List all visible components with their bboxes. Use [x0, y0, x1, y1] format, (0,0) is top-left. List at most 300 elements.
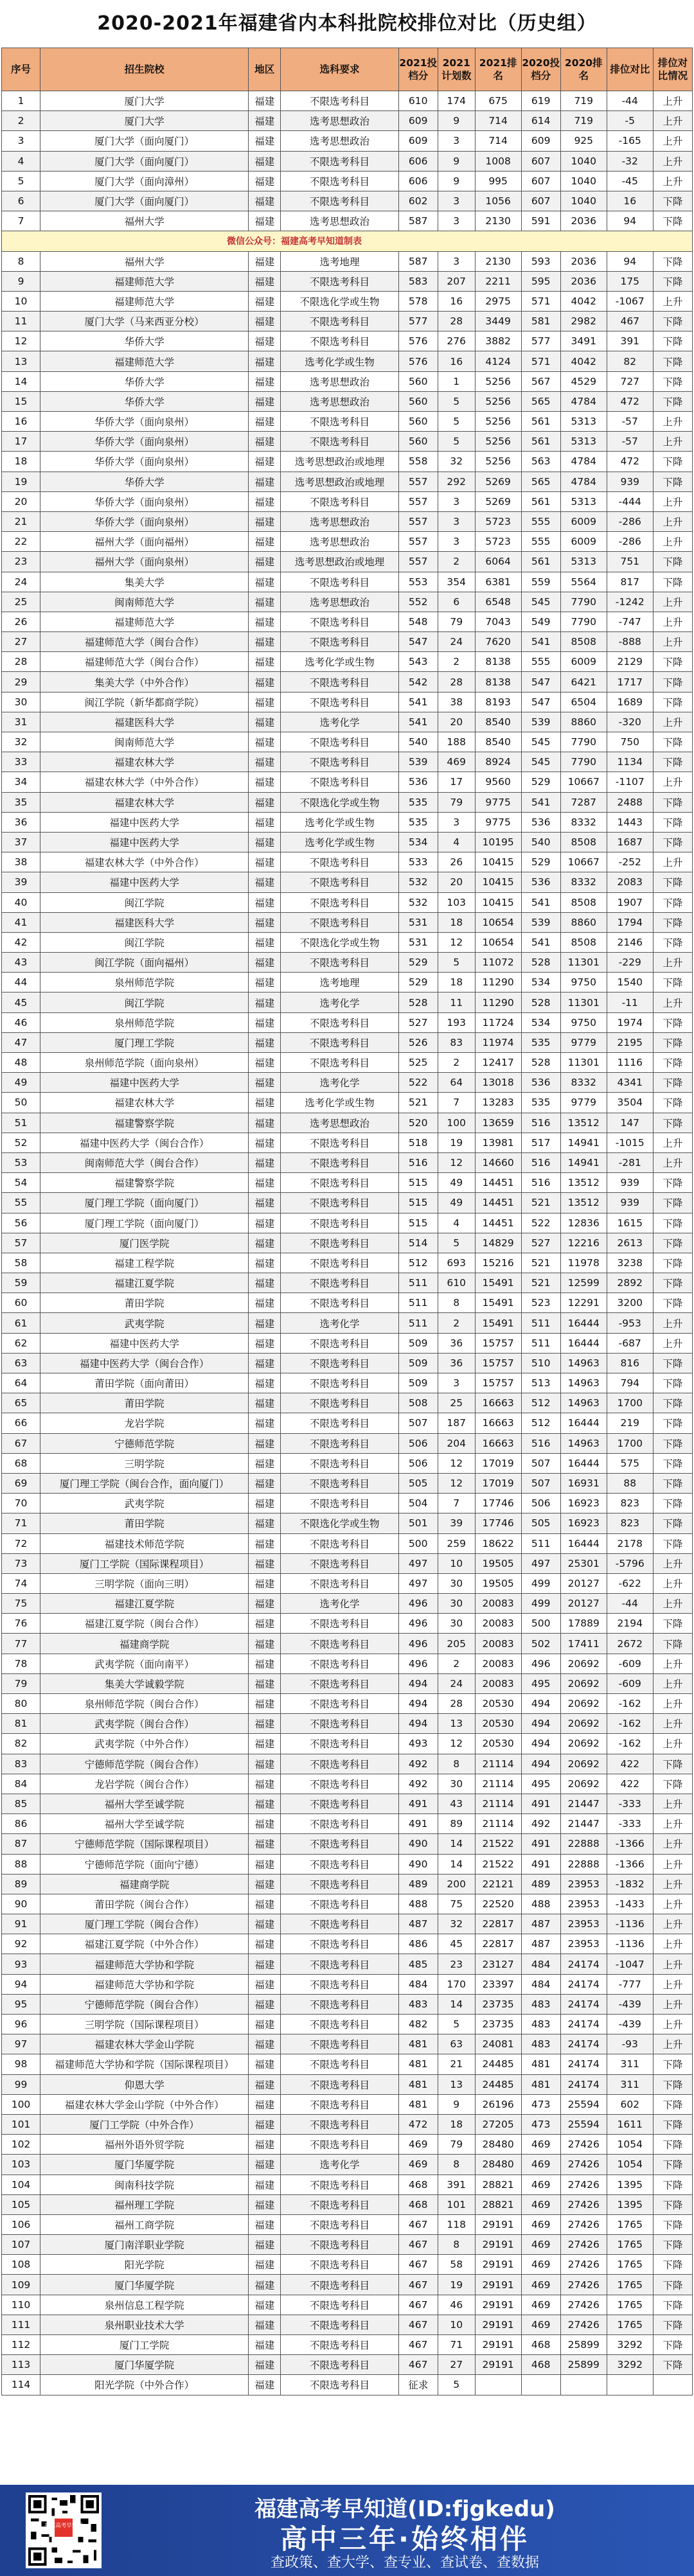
table-cell: 5 [438, 953, 475, 973]
footer-banner [0, 2485, 694, 2576]
table-cell: 福建 [249, 1794, 281, 1813]
table-cell: 不限选考科目 [281, 1253, 398, 1273]
table-cell: 20692 [560, 1734, 607, 1754]
table-cell: 福建师范大学协和学院（国际课程项目） [40, 2054, 249, 2074]
table-cell: 719 [560, 91, 607, 111]
table-cell: 19 [2, 472, 40, 491]
table-cell: 下降 [653, 2335, 692, 2355]
table-cell: 福建 [249, 872, 281, 892]
table-cell: 5313 [560, 491, 607, 511]
table-cell: 阳光学院（中外合作） [40, 2375, 249, 2395]
table-cell: 14 [438, 1854, 475, 1874]
table-cell: 30 [438, 1594, 475, 1614]
table-cell: 187 [438, 1413, 475, 1433]
table-cell: 92 [2, 1934, 40, 1954]
table-cell: 68 [2, 1453, 40, 1473]
table-cell: 714 [475, 131, 521, 151]
table-cell: 福建 [249, 932, 281, 952]
table-cell: 32 [2, 732, 40, 752]
table-cell: 福建农林大学 [40, 792, 249, 812]
table-cell: 厦门华厦学院 [40, 2155, 249, 2175]
table-cell: 101 [2, 2114, 40, 2134]
table-cell: 上升 [653, 1333, 692, 1353]
table-cell: 下降 [653, 1053, 692, 1073]
table-cell: 不限选考科目 [281, 171, 398, 191]
table-cell: -162 [607, 1694, 653, 1714]
table-row [2, 1373, 693, 1393]
table-cell: 13 [438, 1714, 475, 1734]
table-cell: 8924 [475, 752, 521, 772]
table-cell: 817 [607, 572, 653, 592]
table-cell: 下降 [653, 572, 692, 592]
table-cell: 闽江学院（新华都商学院） [40, 692, 249, 712]
table-cell: 99 [2, 2074, 40, 2094]
table-row [2, 652, 693, 672]
table-cell: 不限选考科目 [281, 1694, 398, 1714]
table-cell: 17411 [560, 1634, 607, 1654]
table-cell: 12599 [560, 1273, 607, 1293]
table-cell: 不限选考科目 [281, 91, 398, 111]
table-cell: 2036 [560, 251, 607, 271]
table-cell: 61 [2, 1313, 40, 1333]
table-cell: 602 [398, 191, 438, 211]
table-cell: 79 [2, 1673, 40, 1693]
table-cell: -1366 [607, 1854, 653, 1874]
table-cell: 545 [521, 732, 560, 752]
table-cell: 515 [398, 1193, 438, 1213]
table-cell: 311 [607, 2074, 653, 2094]
table-row [2, 1113, 693, 1133]
table-cell: 540 [398, 732, 438, 752]
table-cell: 福建江夏学院 [40, 1273, 249, 1293]
table-cell: 14660 [475, 1152, 521, 1172]
table-cell: 12216 [560, 1233, 607, 1253]
table-cell: 不限选考科目 [281, 2094, 398, 2114]
table-cell: 不限选考科目 [281, 1553, 398, 1573]
table-cell: 469 [521, 2275, 560, 2295]
table-cell: 1540 [607, 973, 653, 992]
table-cell: -1433 [607, 1894, 653, 1914]
table-cell: 27426 [560, 2235, 607, 2255]
table-cell: 469 [521, 2214, 560, 2234]
table-cell: 不限选考科目 [281, 2114, 398, 2134]
table-cell: 534 [398, 832, 438, 852]
table-cell: 上升 [653, 1313, 692, 1333]
table-cell: -1067 [607, 291, 653, 311]
table-cell: 莆田学院（面向莆田） [40, 1373, 249, 1393]
table-cell: 540 [521, 832, 560, 852]
table-cell: 福建 [249, 371, 281, 391]
table-cell: 20083 [475, 1673, 521, 1693]
table-cell: 2 [438, 1053, 475, 1073]
table-cell: 不限选考科目 [281, 1814, 398, 1834]
table-cell: 2129 [607, 652, 653, 672]
table-cell: 8 [438, 2155, 475, 2175]
table-cell: 1040 [560, 191, 607, 211]
table-cell: 517 [521, 1133, 560, 1152]
table-cell: 14451 [475, 1213, 521, 1233]
table-row [2, 1032, 693, 1052]
table-cell: 491 [398, 1814, 438, 1834]
table-cell: 491 [521, 1794, 560, 1813]
table-cell: 1974 [607, 1012, 653, 1032]
table-cell: 下降 [653, 1634, 692, 1654]
table-cell: 上升 [653, 1573, 692, 1593]
table-cell: 2 [438, 1313, 475, 1333]
table-cell: 560 [398, 391, 438, 411]
table-cell: 福建 [249, 752, 281, 772]
table-cell: 福建 [249, 2275, 281, 2295]
table-cell: 厦门南洋职业学院 [40, 2235, 249, 2255]
table-cell: 20127 [560, 1573, 607, 1593]
table-cell: 28 [438, 1694, 475, 1714]
table-cell: 467 [398, 2214, 438, 2234]
table-cell: 福建 [249, 1614, 281, 1634]
column-header: 2021排名 [475, 48, 521, 91]
table-row [2, 1533, 693, 1553]
table-cell: 厦门华厦学院 [40, 2275, 249, 2295]
table-cell: 17746 [475, 1513, 521, 1533]
table-cell: 219 [607, 1413, 653, 1433]
table-cell: 557 [398, 472, 438, 491]
table-cell: 483 [521, 1994, 560, 2014]
table-cell: 79 [438, 792, 475, 812]
table-cell: 534 [521, 973, 560, 992]
table-cell: 福建 [249, 2194, 281, 2214]
table-cell: 60 [2, 1293, 40, 1313]
table-cell: -162 [607, 1734, 653, 1754]
table-cell: 97 [2, 2034, 40, 2054]
table-cell: 86 [2, 1814, 40, 1834]
table-cell: 下降 [653, 1193, 692, 1213]
table-cell: 5256 [475, 412, 521, 432]
table-cell: 上升 [653, 1133, 692, 1152]
table-cell: 福建 [249, 1073, 281, 1093]
table-cell: 609 [398, 111, 438, 131]
table-cell: 532 [398, 872, 438, 892]
table-cell: 福建中医药大学 [40, 832, 249, 852]
table-row [2, 351, 693, 371]
table-cell: 8 [438, 1754, 475, 1774]
table-cell: 1395 [607, 2194, 653, 2214]
table-cell: -609 [607, 1654, 653, 1673]
table-cell: 华侨大学（面向泉州） [40, 511, 249, 531]
table-cell: 选考思想政治 [281, 511, 398, 531]
table-cell: 619 [521, 91, 560, 111]
table-cell: 福建商学院 [40, 1874, 249, 1894]
table-cell: 18 [438, 973, 475, 992]
table-row [2, 752, 693, 772]
table-cell: 下降 [653, 2214, 692, 2234]
table-cell: 49 [438, 1173, 475, 1193]
table-cell: 63 [438, 2034, 475, 2054]
table-cell: 521 [521, 1253, 560, 1273]
table-cell: 莆田学院 [40, 1293, 249, 1313]
table-cell: 535 [398, 812, 438, 832]
source-note: 微信公众号：福建高考早知道制表 [2, 231, 693, 251]
table-cell: 不限选考科目 [281, 752, 398, 772]
table-cell: 561 [521, 552, 560, 572]
table-cell: 610 [438, 1273, 475, 1293]
table-row [2, 1814, 693, 1834]
table-cell: 36 [438, 1353, 475, 1373]
table-cell: 上升 [653, 2034, 692, 2054]
table-cell: 不限选考科目 [281, 1634, 398, 1654]
table-cell: 下降 [653, 752, 692, 772]
table-cell: 77 [2, 1634, 40, 1654]
table-cell: 500 [398, 1533, 438, 1553]
table-cell: 15757 [475, 1373, 521, 1393]
table-cell: -11 [607, 992, 653, 1012]
table-cell: 522 [398, 1073, 438, 1093]
table-cell: 闽江学院 [40, 992, 249, 1012]
table-cell: 不限选考科目 [281, 1834, 398, 1854]
table-cell: 5564 [560, 572, 607, 592]
table-cell: 104 [2, 2175, 40, 2194]
table-cell: 宁德师范学院（国际课程项目） [40, 1834, 249, 1854]
table-cell: 1717 [607, 672, 653, 692]
table-cell: 福建 [249, 912, 281, 932]
table-cell: 497 [398, 1553, 438, 1573]
table-cell: 福建 [249, 1293, 281, 1313]
table-row [2, 1093, 693, 1113]
table-cell: 31 [2, 712, 40, 732]
table-cell: 85 [2, 1794, 40, 1813]
table-cell: 113 [2, 2355, 40, 2375]
table-cell: 496 [398, 1614, 438, 1634]
table-cell: 577 [398, 312, 438, 331]
table-cell: 3882 [475, 331, 521, 351]
table-row [2, 2295, 693, 2315]
table-cell: 9 [438, 171, 475, 191]
table-row [2, 2034, 693, 2054]
table-cell: 259 [438, 1533, 475, 1553]
table-cell: -747 [607, 612, 653, 631]
table-cell: 15 [2, 391, 40, 411]
table-cell: 6064 [475, 552, 521, 572]
table-cell: 103 [438, 892, 475, 912]
table-cell: 上升 [653, 592, 692, 612]
table-cell: 98 [2, 2054, 40, 2074]
table-cell: 47 [2, 1032, 40, 1052]
table-cell: 8332 [560, 812, 607, 832]
table-cell: 泉州师范学院 [40, 1012, 249, 1032]
table-row [2, 953, 693, 973]
table-cell: 不限选化学或生物 [281, 932, 398, 952]
table-cell: 109 [2, 2275, 40, 2295]
table-cell: 福建中医药大学 [40, 1333, 249, 1353]
table-cell: 553 [398, 572, 438, 592]
table-cell: 27 [2, 632, 40, 652]
table-row [2, 612, 693, 631]
table-cell: 16923 [560, 1494, 607, 1513]
table-cell: 16444 [560, 1453, 607, 1473]
table-cell: 16444 [560, 1313, 607, 1333]
table-cell: 995 [475, 171, 521, 191]
table-cell: 宁德师范学院 [40, 1433, 249, 1453]
table-row [2, 1634, 693, 1654]
table-cell: 上升 [653, 1834, 692, 1854]
table-cell: 22817 [475, 1914, 521, 1934]
table-cell: 23953 [560, 1914, 607, 1934]
table-cell: 福建 [249, 2074, 281, 2094]
table-cell: 选考思想政治 [281, 1113, 398, 1133]
table-cell: 29191 [475, 2235, 521, 2255]
table-cell: 华侨大学（面向泉州） [40, 452, 249, 472]
table-cell: -1242 [607, 592, 653, 612]
table-cell: 福建 [249, 732, 281, 752]
table-cell: 2892 [607, 1273, 653, 1293]
table-cell: 94 [2, 1974, 40, 1994]
table-cell: 1008 [475, 151, 521, 171]
table-cell [475, 2375, 521, 2395]
table-cell: 10667 [560, 772, 607, 792]
table-cell: -777 [607, 1974, 653, 1994]
table-cell: 25 [438, 1393, 475, 1413]
table-cell: 58 [2, 1253, 40, 1273]
table-row [2, 1453, 693, 1473]
table-cell: 48 [2, 1053, 40, 1073]
table-cell: 14 [438, 1834, 475, 1854]
table-cell: 44 [2, 973, 40, 992]
table-cell: 3238 [607, 1253, 653, 1273]
table-cell: 467 [398, 2355, 438, 2375]
table-cell: 5723 [475, 511, 521, 531]
table-row [2, 592, 693, 612]
table-cell: 不限选考科目 [281, 1754, 398, 1774]
table-cell: 32 [438, 1914, 475, 1934]
table-cell: 福建 [249, 1233, 281, 1253]
table-cell: 13512 [560, 1113, 607, 1133]
table-cell: 不限选考科目 [281, 1152, 398, 1172]
table-cell: 4124 [475, 351, 521, 371]
table-cell: 505 [398, 1473, 438, 1493]
table-cell: 不限选考科目 [281, 632, 398, 652]
table-cell: -252 [607, 852, 653, 872]
table-cell: 福建 [249, 1914, 281, 1934]
table-cell: 75 [438, 1894, 475, 1914]
table-cell: 15491 [475, 1273, 521, 1293]
table-cell: 不限选考科目 [281, 1714, 398, 1734]
table-cell: 21114 [475, 1754, 521, 1774]
table-cell: 上升 [653, 1694, 692, 1714]
table-row [2, 2114, 693, 2134]
table-cell: 507 [521, 1453, 560, 1473]
table-cell: 下降 [653, 1393, 692, 1413]
table-cell: 72 [2, 1533, 40, 1553]
table-cell: 531 [398, 912, 438, 932]
table-cell: 494 [521, 1694, 560, 1714]
column-header: 序号 [2, 48, 40, 91]
table-cell: 不限选考科目 [281, 1854, 398, 1874]
table-row [2, 331, 693, 351]
table-cell: 493 [398, 1734, 438, 1754]
table-cell: 选考化学或生物 [281, 812, 398, 832]
table-cell: 11301 [560, 992, 607, 1012]
table-row [2, 2315, 693, 2334]
table-cell: 厦门大学 [40, 111, 249, 131]
table-cell: 523 [521, 1293, 560, 1313]
table-cell: 福建 [249, 1954, 281, 1974]
table-cell: 8508 [560, 632, 607, 652]
table-cell: 下降 [653, 271, 692, 291]
table-cell: 不限选化学或生物 [281, 291, 398, 311]
table-cell: 福建江夏学院（中外合作） [40, 1934, 249, 1954]
table-row [2, 1573, 693, 1593]
table-cell: 469 [521, 2235, 560, 2255]
table-cell: 不限选考科目 [281, 312, 398, 331]
table-cell: 26 [2, 612, 40, 631]
table-cell: 17 [2, 432, 40, 452]
table-cell: 24081 [475, 2034, 521, 2054]
table-cell: 8508 [560, 892, 607, 912]
table-cell: 上升 [653, 1594, 692, 1614]
table-cell: 16 [607, 191, 653, 211]
table-cell: 18 [438, 912, 475, 932]
table-cell: 下降 [653, 211, 692, 231]
table-cell: 福建 [249, 2054, 281, 2074]
table-cell: 莆田学院 [40, 1513, 249, 1533]
qr-code-icon [26, 2492, 102, 2568]
table-cell: 4784 [560, 472, 607, 491]
table-cell: 上升 [653, 852, 692, 872]
table-cell: 厦门理工学院（闽台合作，面向厦门） [40, 1473, 249, 1493]
table-row [2, 532, 693, 552]
table-row [2, 1353, 693, 1373]
table-cell: 485 [398, 1954, 438, 1974]
table-cell: 16444 [560, 1413, 607, 1433]
column-header: 排位对比 [607, 48, 653, 91]
table-row [2, 1834, 693, 1854]
table-cell: 543 [398, 652, 438, 672]
table-cell: 福建 [249, 291, 281, 311]
table-cell: 391 [607, 331, 653, 351]
table-cell: 下降 [653, 1494, 692, 1513]
table-cell: 82 [2, 1734, 40, 1754]
table-cell: 2975 [475, 291, 521, 311]
table-cell: 23127 [475, 1954, 521, 1974]
table-cell: 467 [398, 2235, 438, 2255]
table-cell: 14963 [560, 1433, 607, 1453]
table-cell: 2488 [607, 792, 653, 812]
table-cell: 518 [398, 1133, 438, 1152]
table-row [2, 491, 693, 511]
table-cell: 509 [398, 1373, 438, 1393]
table-cell: 10415 [475, 892, 521, 912]
table-cell: 528 [521, 953, 560, 973]
table-cell: 福建 [249, 652, 281, 672]
table-cell: 502 [521, 1634, 560, 1654]
table-cell: 福建 [249, 772, 281, 792]
table-cell: 11290 [475, 973, 521, 992]
table-cell: 23953 [560, 1894, 607, 1914]
table-cell: 484 [398, 1974, 438, 1994]
table-cell: 505 [521, 1513, 560, 1533]
table-cell: 福建 [249, 852, 281, 872]
table-cell: 选考思想政治 [281, 131, 398, 151]
table-cell: 28821 [475, 2194, 521, 2214]
table-cell: 福建 [249, 1673, 281, 1693]
table-cell: -333 [607, 1794, 653, 1813]
table-cell: 武夷学院（闽台合作） [40, 1714, 249, 1734]
table-row [2, 2074, 693, 2094]
table-cell: 58 [438, 2255, 475, 2275]
table-cell: 华侨大学 [40, 331, 249, 351]
table-cell: 514 [398, 1233, 438, 1253]
table-cell: 558 [398, 452, 438, 472]
table-cell: 8138 [475, 652, 521, 672]
table-cell: 20083 [475, 1654, 521, 1673]
